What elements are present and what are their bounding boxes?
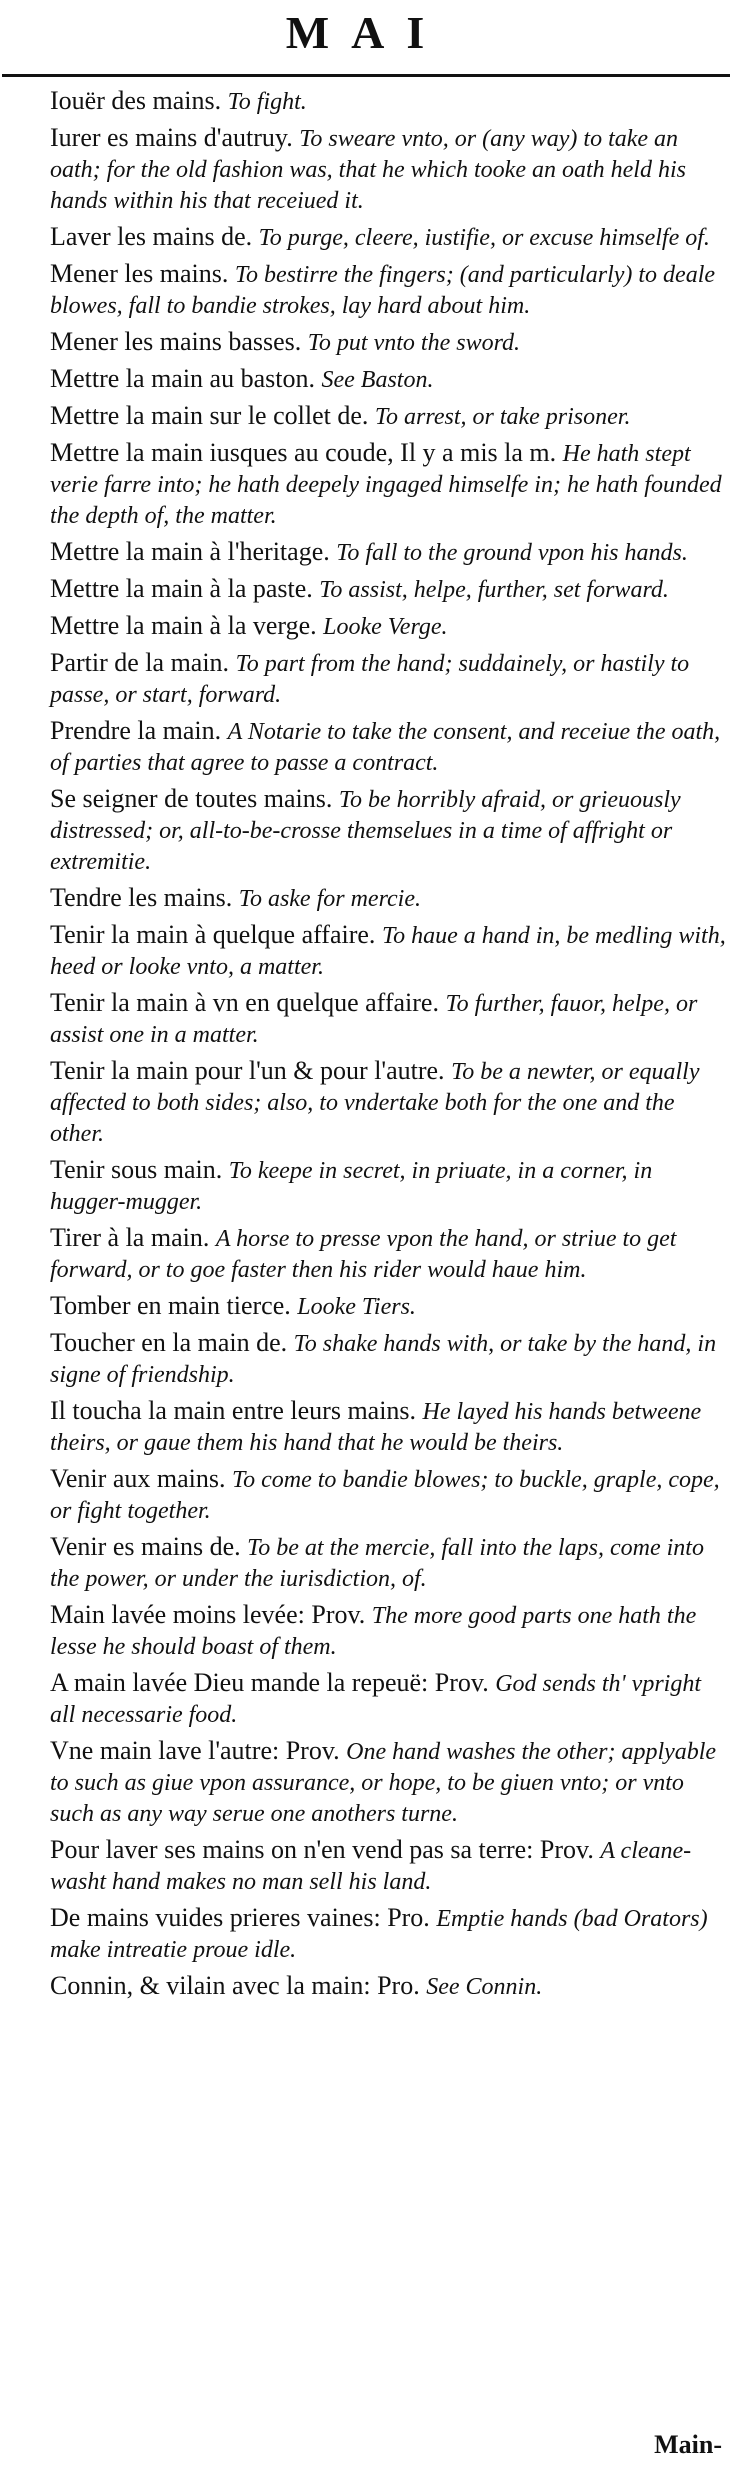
entry-gloss: He layed his hands betweene theirs, or gaue them his hand that he would be theirs. bbox=[50, 1399, 702, 1456]
dictionary-entry bbox=[50, 364, 726, 395]
dictionary-entry bbox=[50, 401, 726, 432]
entry-gloss: To fall to the ground vpon his hands. bbox=[336, 540, 688, 566]
dictionary-entry bbox=[50, 1600, 726, 1662]
entry-gloss: To haue a hand in, be medling with, heed or looke vnto, a matter. bbox=[50, 923, 726, 980]
entry-headword: Main lavée moins levée: Prov. bbox=[50, 1600, 366, 1629]
entry-headword: Iurer es mains d'autruy. bbox=[50, 123, 293, 152]
entry-gloss: To sweare vnto, or (any way) to take an oath; for the old fashion was, that he which tooke an oath held his hands within his that receiued it. bbox=[50, 126, 686, 214]
dictionary-entry bbox=[50, 1971, 726, 2002]
entry-gloss: Looke Tiers. bbox=[297, 1294, 416, 1320]
entry-headword: Iouër des mains. bbox=[50, 86, 222, 115]
entry-gloss: To arrest, or take prisoner. bbox=[374, 404, 631, 430]
entry-gloss: To purge, cleere, iustifie, or excuse himselfe of. bbox=[258, 225, 710, 251]
entry-gloss: One hand washes the other; applyable to such as giue vpon assurance, or hope, to be giuen vnto; or vnto such as any way serue one anothers turne. bbox=[50, 1739, 717, 1827]
running-head bbox=[0, 0, 732, 72]
entry-headword: Toucher en la main de. bbox=[50, 1328, 288, 1357]
dictionary-entry bbox=[50, 1056, 726, 1149]
entry-headword: Laver les mains de. bbox=[50, 222, 253, 251]
entry-gloss: To keepe in secret, in priuate, in a corner, in hugger-mugger. bbox=[50, 1158, 653, 1215]
entry-gloss: To be at the mercie, fall into the laps, come into the power, or under the iurisdiction, of. bbox=[50, 1535, 704, 1592]
entry-headword: Connin, & vilain avec la main: Pro. bbox=[50, 1971, 420, 2000]
dictionary-entry bbox=[50, 648, 726, 710]
entry-headword: Tenir la main pour l'un & pour l'autre. bbox=[50, 1056, 445, 1085]
entry-gloss: See Baston. bbox=[321, 367, 434, 393]
entry-headword: A main lavée Dieu mande la repeuë: Prov. bbox=[50, 1668, 489, 1697]
entry-gloss: To part from the hand; suddainely, or hastily to passe, or start, forward. bbox=[50, 651, 690, 708]
dictionary-entry bbox=[50, 1532, 726, 1594]
entry-headword: Venir aux mains. bbox=[50, 1464, 226, 1493]
entry-headword: Prendre la main. bbox=[50, 716, 222, 745]
entry-headword: Mener les mains. bbox=[50, 259, 229, 288]
page-title: MAI bbox=[285, 7, 447, 58]
entry-gloss: See Connin. bbox=[426, 1974, 543, 2000]
entry-gloss: A Notarie to take the consent, and receiue the oath, of parties that agree to passe a contract. bbox=[50, 719, 721, 776]
dictionary-entry bbox=[50, 920, 726, 982]
entry-headword: Tendre les mains. bbox=[50, 883, 233, 912]
dictionary-entry bbox=[50, 1736, 726, 1829]
dictionary-entry bbox=[50, 1328, 726, 1390]
dictionary-entry bbox=[50, 259, 726, 321]
dictionary-entry bbox=[50, 1155, 726, 1217]
dictionary-entry bbox=[50, 883, 726, 914]
dictionary-entry bbox=[50, 537, 726, 568]
entry-headword: Mettre la main à la verge. bbox=[50, 611, 317, 640]
entry-headword: Mettre la main à l'heritage. bbox=[50, 537, 330, 566]
entry-list bbox=[0, 86, 732, 2008]
entry-headword: Tirer à la main. bbox=[50, 1223, 210, 1252]
entry-headword: Pour laver ses mains on n'en vend pas sa terre: Prov. bbox=[50, 1835, 594, 1864]
entry-headword: Venir es mains de. bbox=[50, 1532, 241, 1561]
entry-gloss: God sends th' vpright all necessarie food. bbox=[50, 1671, 702, 1728]
catchword: Main- bbox=[654, 2430, 722, 2459]
entry-headword: Mettre la main au baston. bbox=[50, 364, 315, 393]
dictionary-entry bbox=[50, 1291, 726, 1322]
entry-gloss: Emptie hands (bad Orators) make intreatie proue idle. bbox=[50, 1906, 708, 1963]
entry-headword: Se seigner de toutes mains. bbox=[50, 784, 333, 813]
dictionary-entry bbox=[50, 1464, 726, 1526]
entry-headword: Partir de la main. bbox=[50, 648, 230, 677]
entry-gloss: Looke Verge. bbox=[323, 614, 448, 640]
entry-gloss: He hath stept verie farre into; he hath deepely ingaged himselfe in; he hath founded the depth of, the matter. bbox=[50, 441, 722, 529]
entry-gloss: To be horribly afraid, or grieuously distressed; or, all-to-be-crosse themselues in a time of affright or extremitie. bbox=[50, 787, 681, 875]
entry-gloss: To bestirre the fingers; (and particularly) to deale blowes, fall to bandie strokes, lay hard about him. bbox=[50, 262, 716, 319]
entry-headword: Tenir la main à vn en quelque affaire. bbox=[50, 988, 439, 1017]
entry-gloss: The more good parts one hath the lesse he should boast of them. bbox=[50, 1603, 697, 1660]
entry-gloss: A horse to presse vpon the hand, or striue to get forward, or to goe faster then his rider would haue him. bbox=[50, 1226, 677, 1283]
entry-headword: Tenir la main à quelque affaire. bbox=[50, 920, 376, 949]
entry-gloss: To be a newter, or equally affected to both sides; also, to vndertake both for the one and the other. bbox=[50, 1059, 700, 1147]
entry-gloss: A cleane-washt hand makes no man sell his land. bbox=[50, 1838, 692, 1895]
header-rule bbox=[2, 74, 730, 77]
dictionary-entry bbox=[50, 438, 726, 531]
dictionary-entry bbox=[50, 574, 726, 605]
entry-gloss: To further, fauor, helpe, or assist one in a matter. bbox=[50, 991, 698, 1048]
dictionary-entry bbox=[50, 123, 726, 216]
entry-headword: Il toucha la main entre leurs mains. bbox=[50, 1396, 417, 1425]
entry-gloss: To put vnto the sword. bbox=[307, 330, 521, 356]
entry-headword: Mettre la main iusques au coude, Il y a mis la m. bbox=[50, 438, 557, 467]
entry-headword: Mettre la main sur le collet de. bbox=[50, 401, 369, 430]
entry-headword: De mains vuides prieres vaines: Pro. bbox=[50, 1903, 430, 1932]
dictionary-entry bbox=[50, 1835, 726, 1897]
entry-headword: Tomber en main tierce. bbox=[50, 1291, 291, 1320]
dictionary-entry bbox=[50, 1396, 726, 1458]
entry-gloss: To come to bandie blowes; to buckle, graple, cope, or fight together. bbox=[50, 1467, 720, 1524]
dictionary-entry bbox=[50, 222, 726, 253]
entry-gloss: To fight. bbox=[227, 89, 307, 115]
entry-headword: Tenir sous main. bbox=[50, 1155, 223, 1184]
dictionary-entry bbox=[50, 327, 726, 358]
dictionary-entry bbox=[50, 611, 726, 642]
dictionary-entry bbox=[50, 716, 726, 778]
entry-headword: Mener les mains basses. bbox=[50, 327, 302, 356]
entry-headword: Mettre la main à la paste. bbox=[50, 574, 313, 603]
dictionary-entry bbox=[50, 1223, 726, 1285]
dictionary-entry bbox=[50, 1903, 726, 1965]
dictionary-entry bbox=[50, 988, 726, 1050]
entry-gloss: To aske for mercie. bbox=[238, 886, 421, 912]
entry-headword: Vne main lave l'autre: Prov. bbox=[50, 1736, 340, 1765]
entry-gloss: To assist, helpe, further, set forward. bbox=[319, 577, 669, 603]
dictionary-entry bbox=[50, 1668, 726, 1730]
dictionary-entry bbox=[50, 86, 726, 117]
dictionary-entry bbox=[50, 784, 726, 877]
entry-gloss: To shake hands with, or take by the hand, in signe of friendship. bbox=[50, 1331, 717, 1388]
